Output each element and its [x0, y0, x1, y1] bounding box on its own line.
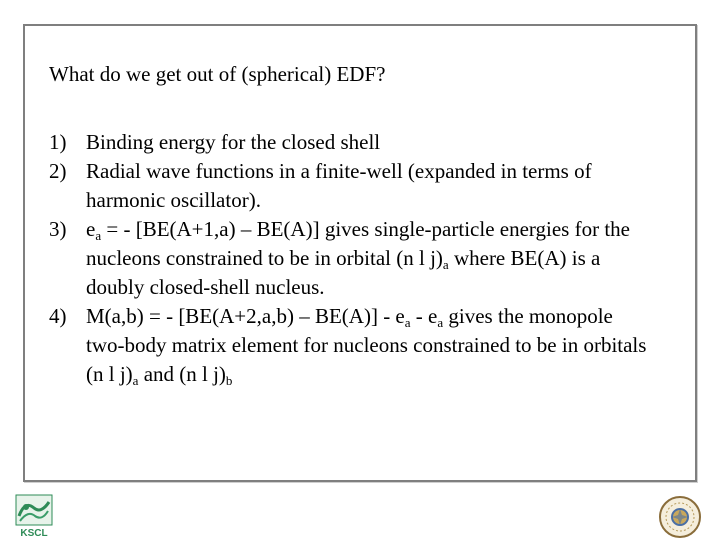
numbered-list [49, 128, 649, 389]
list-number: 2) [49, 159, 67, 183]
institute-logo-icon [13, 494, 55, 538]
list-item [49, 215, 649, 302]
list-item [49, 128, 649, 157]
subscript-a: a [132, 373, 139, 388]
slide-title: What do we get out of (spherical) EDF? [49, 62, 386, 86]
logo-text: KSCL [20, 528, 48, 538]
item-text: - e [410, 304, 438, 328]
subscript-a: a [437, 315, 444, 330]
subscript-a: a [442, 257, 449, 272]
item-text: where BE(A) is a doubly closed-shell nucleus. [86, 246, 601, 299]
item-text: = - [BE(A+1,a) – BE(A)] gives single-particle energies for the nucleons constrained to be in orbital (n l j) [86, 217, 630, 270]
item-text: Radial wave functions in a finite-well (expanded in terms of harmonic oscillator). [86, 159, 592, 212]
item-text: and (n l j) [138, 362, 226, 386]
subscript-b: b [225, 373, 233, 388]
subscript-a: a [404, 315, 411, 330]
list-number: 3) [49, 217, 67, 241]
subscript-a: a [95, 228, 102, 243]
item-text: gives the monopole two-body matrix element for nucleons constrained to be in orbitals (n l j) [86, 304, 647, 386]
list-item [49, 157, 649, 215]
list-item [49, 302, 649, 389]
list-number: 1) [49, 130, 67, 154]
item-text: M(a,b) = - [BE(A+2,a,b) – BE(A)] - e [86, 304, 405, 328]
item-text: e [86, 217, 96, 241]
seal-emblem-icon [655, 495, 705, 539]
list-number: 4) [49, 304, 67, 328]
item-text: Binding energy for the closed shell [86, 130, 381, 154]
